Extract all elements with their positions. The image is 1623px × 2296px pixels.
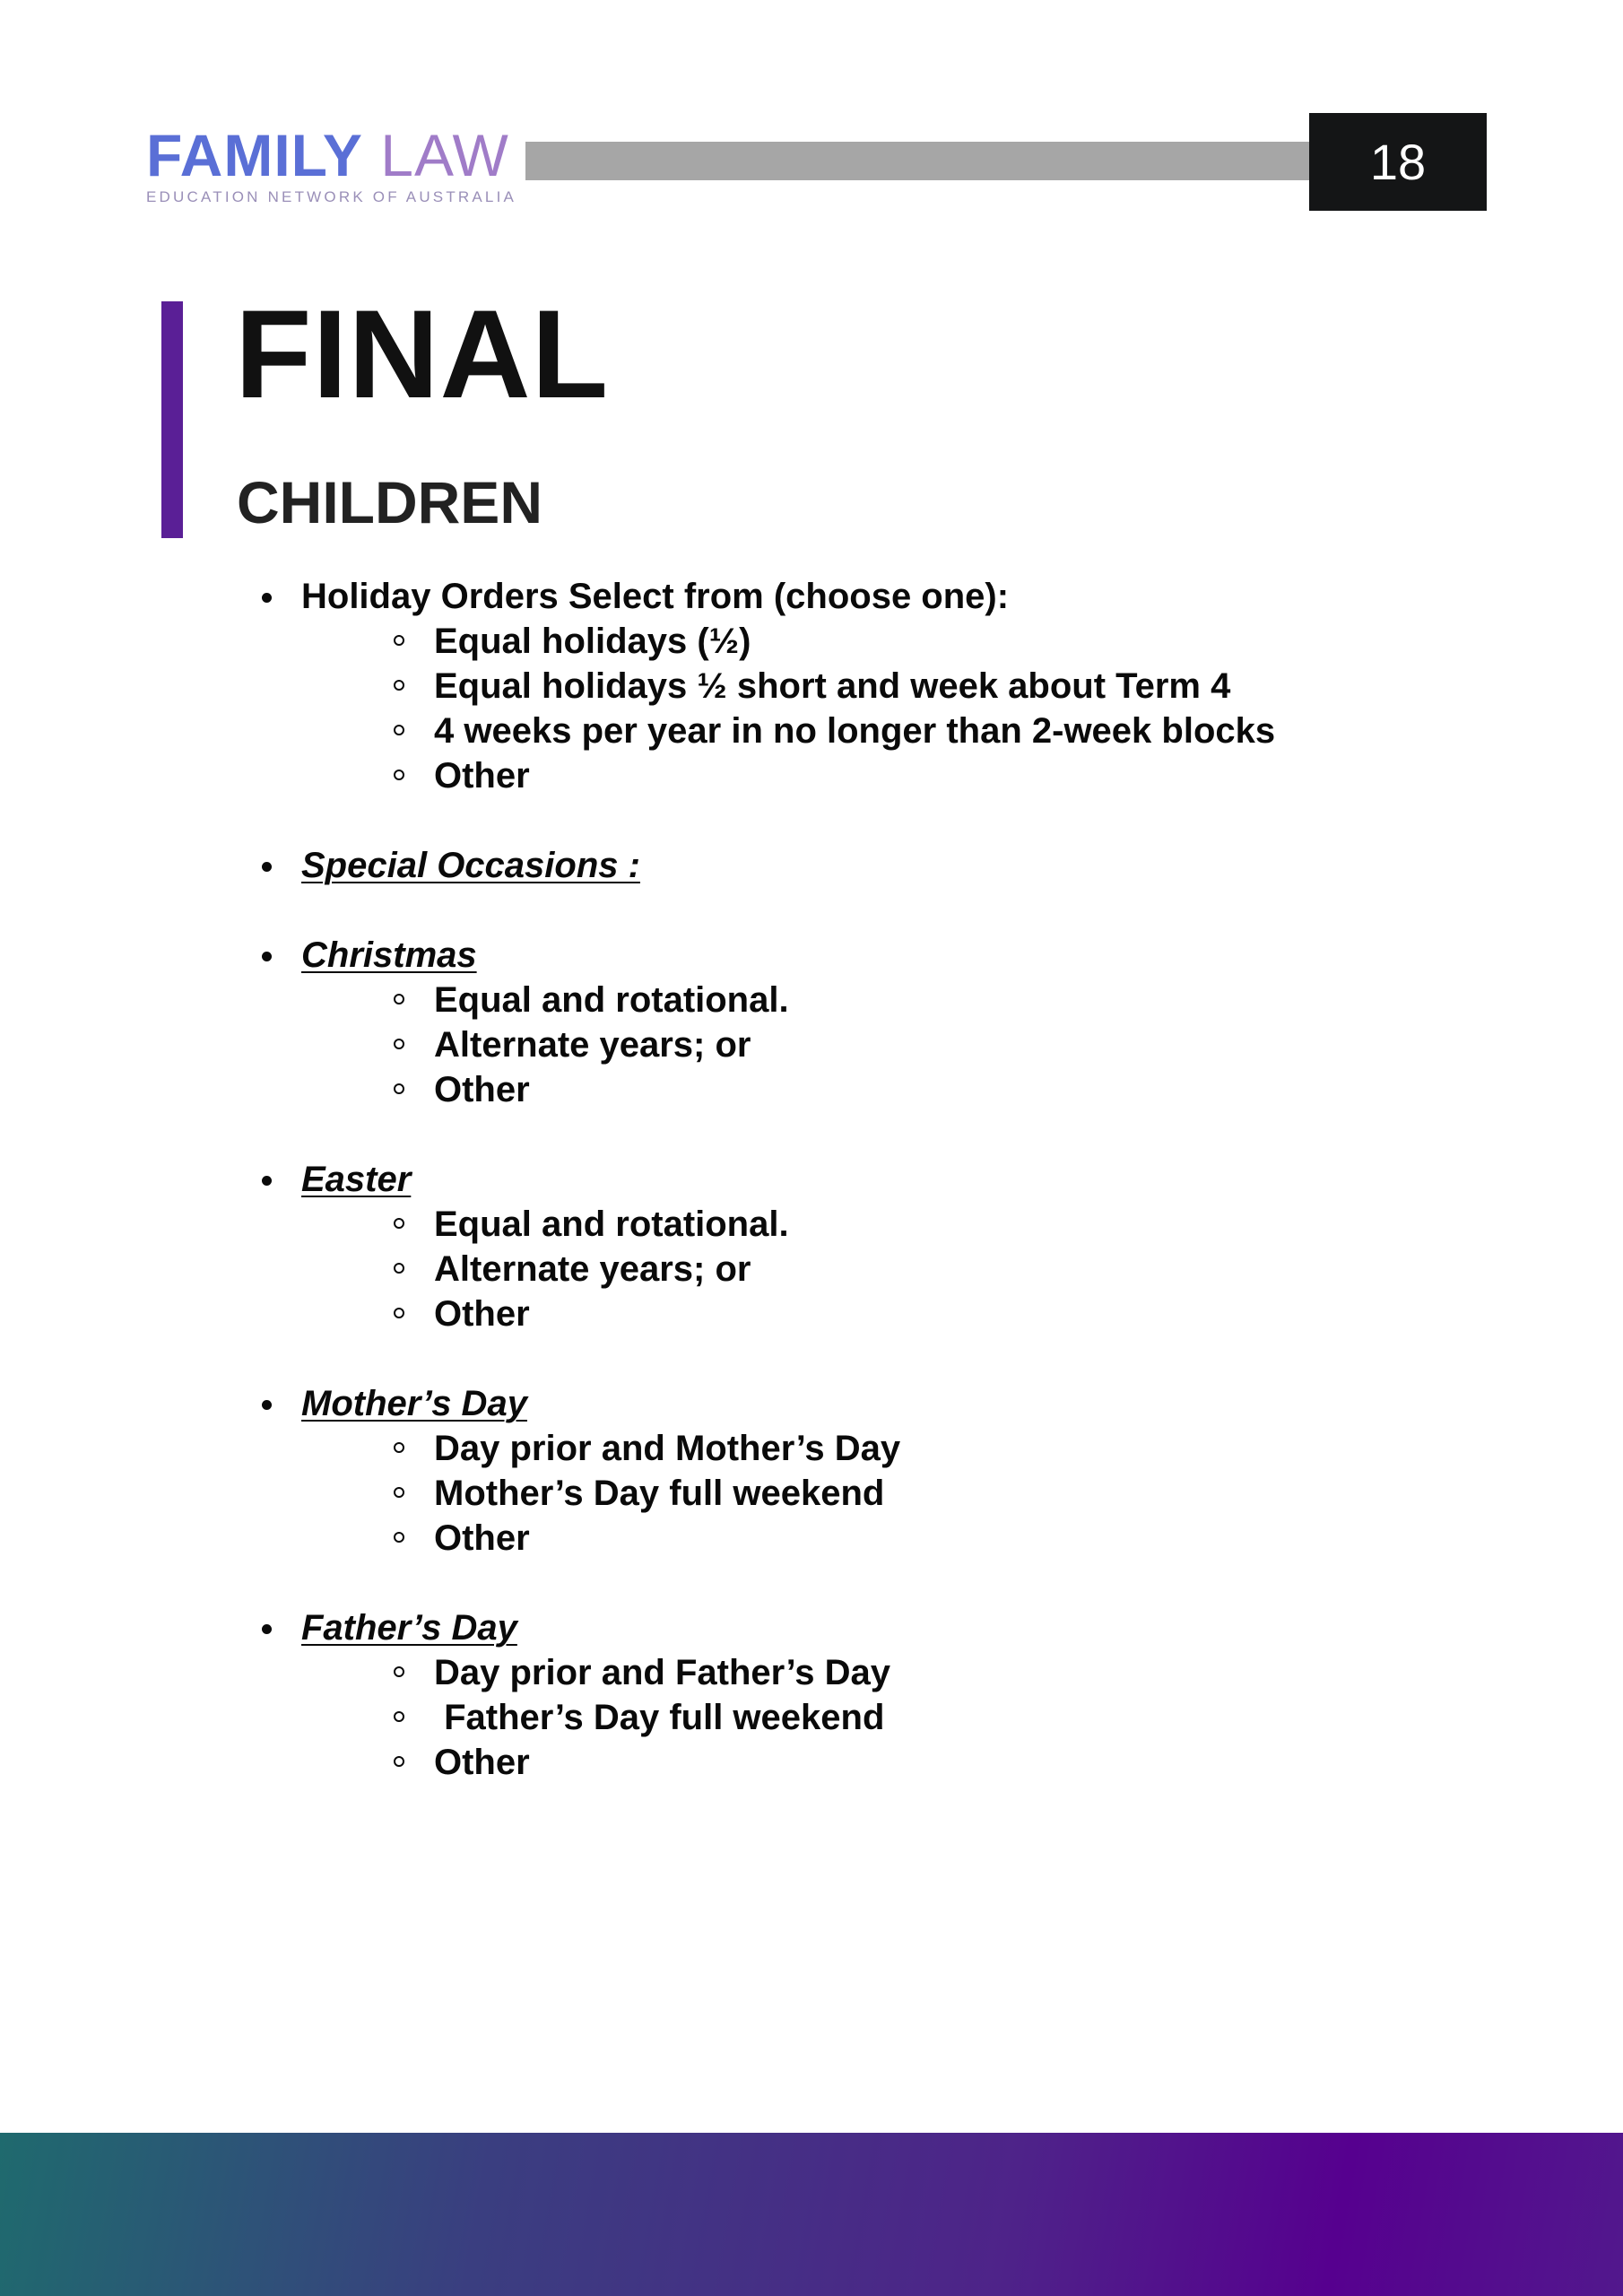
option-label: Other xyxy=(434,1294,530,1334)
option-item xyxy=(301,709,1533,753)
section-holiday-orders xyxy=(233,574,1533,798)
section-heading: Holiday Orders Select from (choose one): xyxy=(301,577,1010,616)
option-item xyxy=(301,1695,1533,1740)
option-label: Equal and rotational. xyxy=(434,1205,789,1244)
option-item xyxy=(301,1426,1533,1471)
family-law-logo xyxy=(146,122,517,206)
option-item xyxy=(301,753,1533,798)
option-label: Equal holidays (½) xyxy=(434,622,751,661)
section-heading: Special Occasions : xyxy=(301,846,640,885)
option-item xyxy=(301,1471,1533,1516)
page-title: FINAL xyxy=(235,283,610,424)
option-label: Father’s Day full weekend xyxy=(434,1698,885,1737)
logo-law-text: LAW xyxy=(380,122,509,188)
page-number-badge xyxy=(1309,113,1487,211)
option-item xyxy=(301,1516,1533,1561)
header-divider-bar xyxy=(525,142,1310,180)
document-body xyxy=(233,574,1533,1830)
option-item xyxy=(301,619,1533,664)
option-label: Alternate years; or xyxy=(434,1025,751,1065)
option-item xyxy=(301,1292,1533,1336)
option-item xyxy=(301,978,1533,1022)
option-list xyxy=(301,619,1533,798)
section-mothers-day xyxy=(233,1381,1533,1561)
option-label: 4 weeks per year in no longer than 2-week blocks xyxy=(434,711,1276,751)
option-item xyxy=(301,1202,1533,1247)
option-item xyxy=(301,1247,1533,1292)
section-christmas xyxy=(233,933,1533,1112)
option-list xyxy=(301,1426,1533,1561)
option-label: Alternate years; or xyxy=(434,1249,751,1289)
section-heading: Father’s Day xyxy=(301,1608,517,1648)
logo-tagline: EDUCATION NETWORK OF AUSTRALIA xyxy=(146,188,517,205)
option-label: Other xyxy=(434,1070,530,1109)
section-easter xyxy=(233,1157,1533,1336)
section-heading: Easter xyxy=(301,1160,412,1199)
option-label: Other xyxy=(434,1743,530,1782)
section-heading: Mother’s Day xyxy=(301,1384,527,1423)
option-list xyxy=(301,978,1533,1112)
footer-gradient-band xyxy=(0,2133,1623,2296)
section-special-occasions xyxy=(233,843,1533,888)
section-fathers-day xyxy=(233,1605,1533,1785)
logo-wordmark xyxy=(146,122,516,188)
logo-family-text: FAMILY xyxy=(146,122,363,188)
title-accent-bar xyxy=(161,301,183,538)
section-heading: Christmas xyxy=(301,935,477,975)
option-label: Day prior and Mother’s Day xyxy=(434,1429,901,1468)
option-label: Other xyxy=(434,756,530,796)
page-subtitle: CHILDREN xyxy=(237,469,542,535)
option-item xyxy=(301,1650,1533,1695)
option-item xyxy=(301,1740,1533,1785)
option-list xyxy=(301,1202,1533,1336)
option-item xyxy=(301,664,1533,709)
option-item xyxy=(301,1067,1533,1112)
option-label: Mother’s Day full weekend xyxy=(434,1474,885,1513)
option-label: Other xyxy=(434,1518,530,1558)
sections-list xyxy=(233,574,1533,1785)
option-list xyxy=(301,1650,1533,1785)
page-number: 18 xyxy=(1369,134,1427,190)
option-label: Equal and rotational. xyxy=(434,980,789,1020)
option-label: Day prior and Father’s Day xyxy=(434,1653,891,1692)
option-label: Equal holidays ½ short and week about Term 4 xyxy=(434,666,1231,706)
option-item xyxy=(301,1022,1533,1067)
